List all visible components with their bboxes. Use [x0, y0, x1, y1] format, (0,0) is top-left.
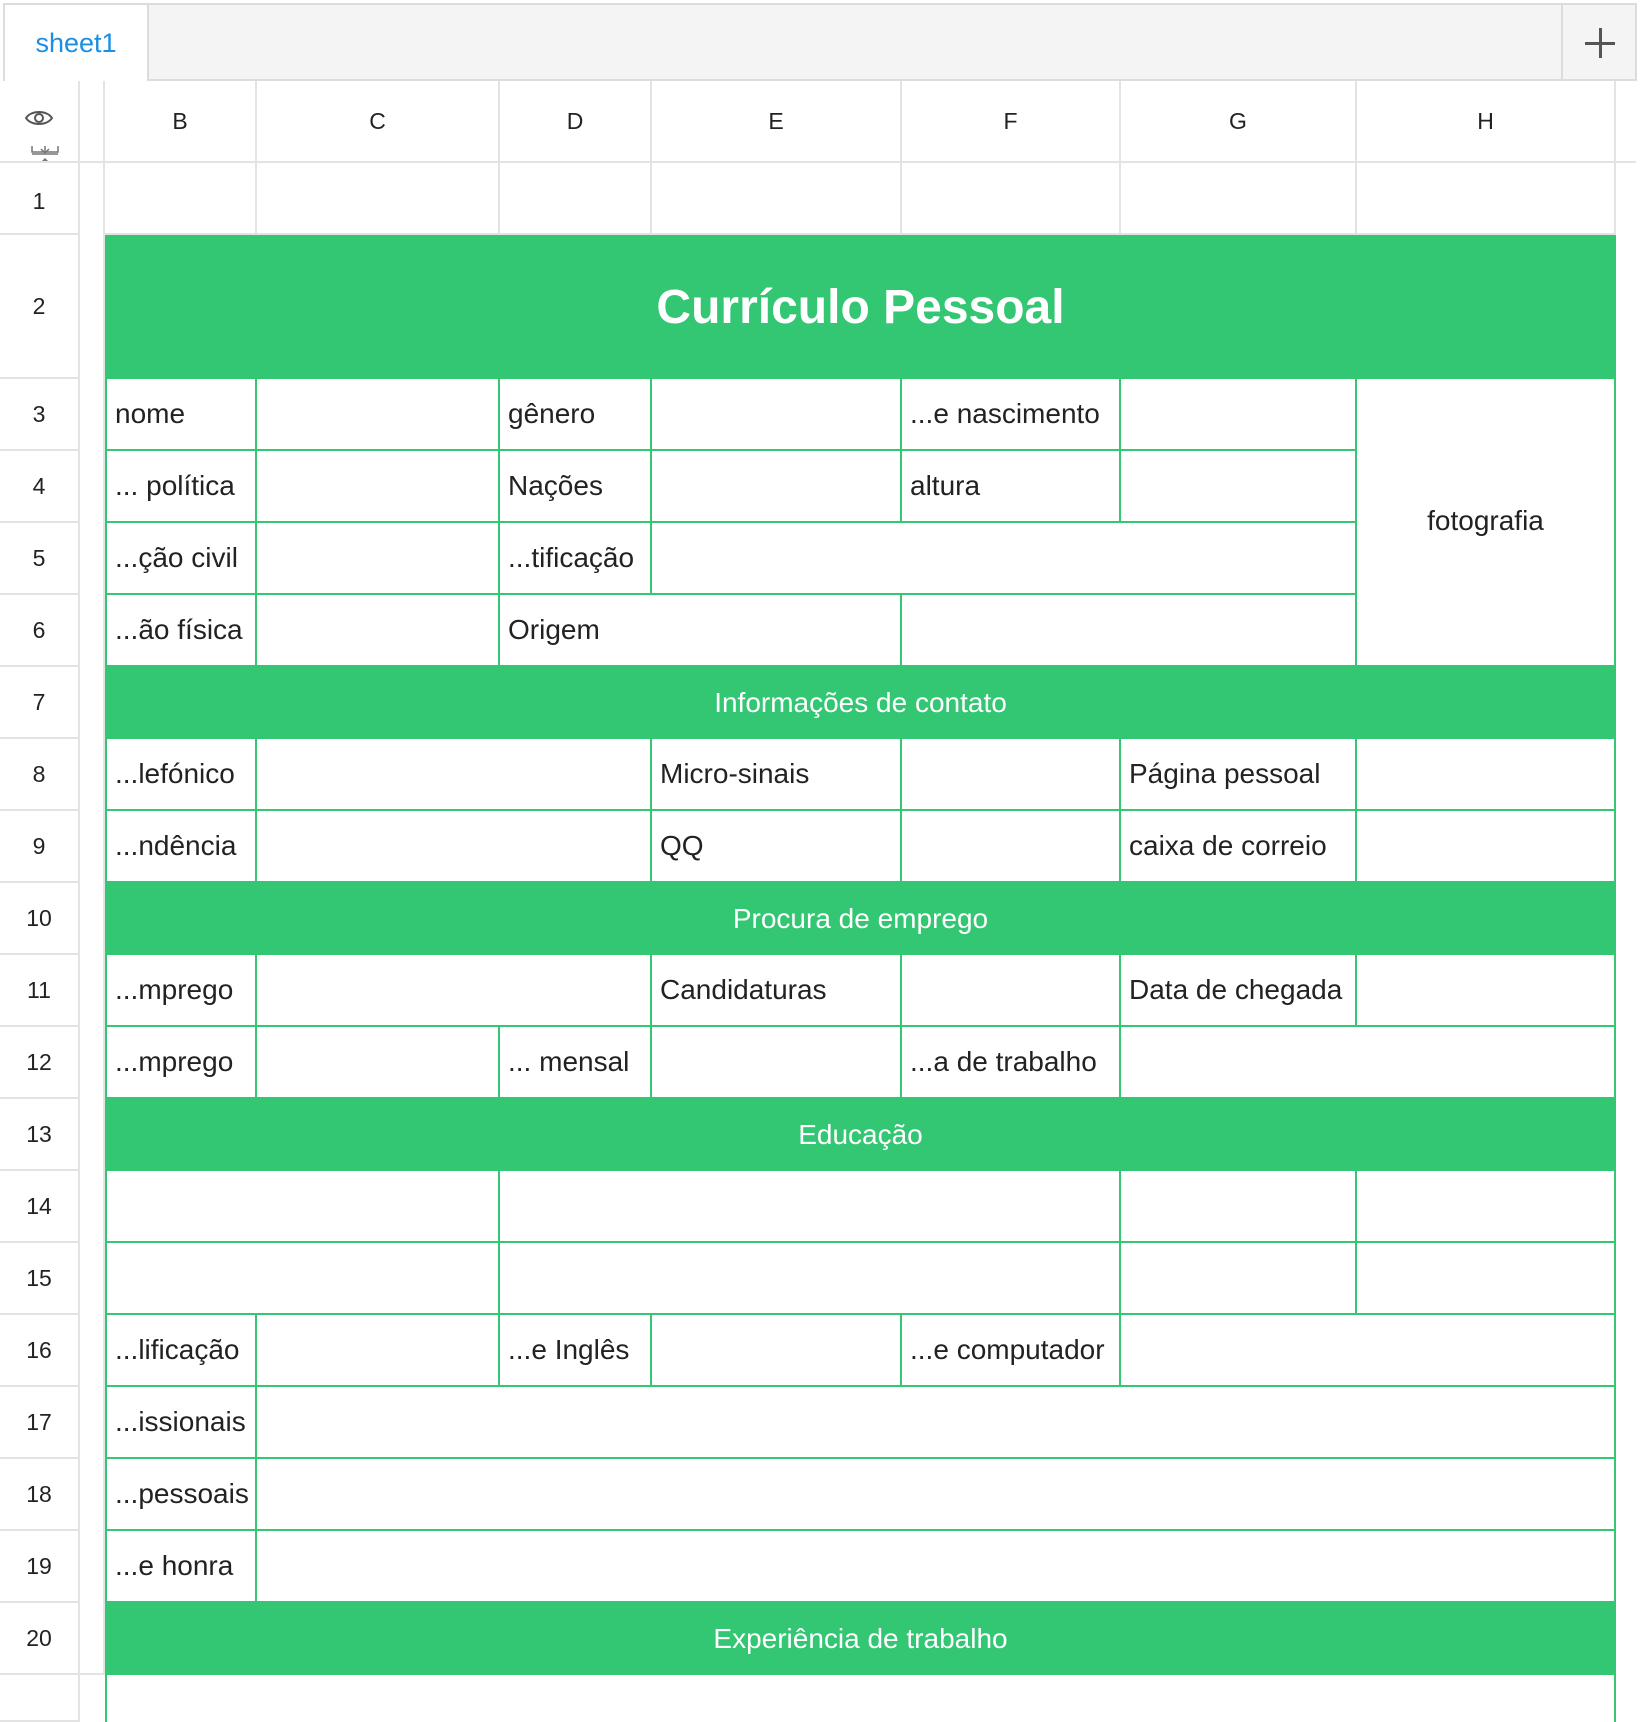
resume-title[interactable]: Currículo Pessoal [105, 235, 1616, 379]
cell-f3[interactable]: ...e nascimento [902, 379, 1121, 451]
row-header-3[interactable]: 3 [0, 379, 80, 451]
cell-e8[interactable]: Micro-sinais [652, 739, 902, 811]
cell-h15[interactable] [1357, 1243, 1616, 1315]
cell-c11[interactable] [257, 955, 652, 1027]
column-a-strip [80, 163, 105, 1675]
row-header-17[interactable]: 17 [0, 1387, 80, 1459]
freeze-rows-icon[interactable] [30, 144, 60, 163]
cell-f4[interactable]: altura [902, 451, 1121, 523]
cell-h14[interactable] [1357, 1171, 1616, 1243]
row-header-15[interactable]: 15 [0, 1243, 80, 1315]
sheet-tab-bar [3, 3, 1637, 81]
cell-e3[interactable] [652, 379, 902, 451]
cell-c5[interactable] [257, 523, 500, 595]
cell-d3[interactable]: gênero [500, 379, 652, 451]
cell-b8[interactable]: ...lefónico [105, 739, 257, 811]
cell-h8[interactable] [1357, 739, 1616, 811]
cell-f16[interactable]: ...e computador [902, 1315, 1121, 1387]
cell-b14[interactable] [105, 1171, 500, 1243]
cell-b5[interactable]: ...ção civil [105, 523, 257, 595]
cell-g16[interactable] [1121, 1315, 1616, 1387]
cell-g9[interactable]: caixa de correio [1121, 811, 1357, 883]
cell-b11[interactable]: ...mprego [105, 955, 257, 1027]
row-header-2[interactable]: 2 [0, 235, 80, 379]
cell-d5[interactable]: ...tificação [500, 523, 652, 595]
cell-b15[interactable] [105, 1243, 500, 1315]
cell-e12[interactable] [652, 1027, 902, 1099]
row-header-13[interactable]: 13 [0, 1099, 80, 1171]
cell-e11[interactable]: Candidaturas [652, 955, 902, 1027]
cell-f8[interactable] [902, 739, 1121, 811]
add-sheet-button[interactable] [1561, 5, 1635, 81]
cell-c3[interactable] [257, 379, 500, 451]
cell-g11[interactable]: Data de chegada [1121, 955, 1357, 1027]
sheet-tab-sheet1[interactable]: sheet1 [5, 5, 149, 81]
photo-cell[interactable]: fotografia [1357, 379, 1616, 667]
row-header-20[interactable]: 20 [0, 1603, 80, 1675]
cell-d12[interactable]: ... mensal [500, 1027, 652, 1099]
eye-icon[interactable] [24, 109, 54, 127]
cell-c16[interactable] [257, 1315, 500, 1387]
cell-d1[interactable] [500, 163, 652, 235]
cell-d6[interactable]: Origem [500, 595, 902, 667]
column-header-b[interactable]: B [105, 81, 257, 163]
row-header-11[interactable]: 11 [0, 955, 80, 1027]
cell-c8[interactable] [257, 739, 652, 811]
cell-d16[interactable]: ...e Inglês [500, 1315, 652, 1387]
cell-f1[interactable] [902, 163, 1121, 235]
cell-f9[interactable] [902, 811, 1121, 883]
cell-g8[interactable]: Página pessoal [1121, 739, 1357, 811]
cell-g12[interactable] [1121, 1027, 1616, 1099]
row-header-8[interactable]: 8 [0, 739, 80, 811]
cell-c17[interactable] [257, 1387, 1616, 1459]
column-header-c[interactable]: C [257, 81, 500, 163]
row-header-9[interactable]: 9 [0, 811, 80, 883]
cell-b16[interactable]: ...lificação [105, 1315, 257, 1387]
column-header-e[interactable]: E [652, 81, 902, 163]
experience-section-header[interactable]: Experiência de trabalho [105, 1603, 1616, 1675]
cell-g14[interactable] [1121, 1171, 1357, 1243]
cell-b4[interactable]: ... política [105, 451, 257, 523]
row-header-18[interactable]: 18 [0, 1459, 80, 1531]
column-header-d[interactable]: D [500, 81, 652, 163]
row-header-6[interactable]: 6 [0, 595, 80, 667]
cell-c18[interactable] [257, 1459, 1616, 1531]
cell-c19[interactable] [257, 1531, 1616, 1603]
row-header-19[interactable]: 19 [0, 1531, 80, 1603]
cell-b19[interactable]: ...e honra [105, 1531, 257, 1603]
cell-f12[interactable]: ...a de trabalho [902, 1027, 1121, 1099]
contact-section-header[interactable]: Informações de contato [105, 667, 1616, 739]
cell-b1[interactable] [105, 163, 257, 235]
cell-f6[interactable] [902, 595, 1357, 667]
cell-h1[interactable] [1357, 163, 1616, 235]
cell-g3[interactable] [1121, 379, 1357, 451]
cell-e1[interactable] [652, 163, 902, 235]
cell-e9[interactable]: QQ [652, 811, 902, 883]
grid-corner [0, 81, 80, 163]
row-header-4[interactable]: 4 [0, 451, 80, 523]
row-header-1[interactable]: 1 [0, 163, 80, 235]
cell-d15[interactable] [500, 1243, 1121, 1315]
row-header-21[interactable] [0, 1675, 80, 1722]
cell-b12[interactable]: ...mprego [105, 1027, 257, 1099]
cell-g1[interactable] [1121, 163, 1357, 235]
cell-h11[interactable] [1357, 955, 1616, 1027]
cell-e5[interactable] [652, 523, 1357, 595]
cell-b17[interactable]: ...issionais [105, 1387, 257, 1459]
row-header-14[interactable]: 14 [0, 1171, 80, 1243]
cell-b9[interactable]: ...ndência [105, 811, 257, 883]
row-header-10[interactable]: 10 [0, 883, 80, 955]
cell-c12[interactable] [257, 1027, 500, 1099]
experience-content-cell[interactable] [105, 1675, 1616, 1722]
column-header-a[interactable] [80, 81, 105, 163]
row-header-16[interactable]: 16 [0, 1315, 80, 1387]
education-section-header[interactable]: Educação [105, 1099, 1616, 1171]
column-header-g[interactable]: G [1121, 81, 1357, 163]
cell-e4[interactable] [652, 451, 902, 523]
cell-d14[interactable] [500, 1171, 1121, 1243]
row-header-5[interactable]: 5 [0, 523, 80, 595]
row-header-12[interactable]: 12 [0, 1027, 80, 1099]
cell-c6[interactable] [257, 595, 500, 667]
cell-d4[interactable]: Nações [500, 451, 652, 523]
cell-b3[interactable]: nome [105, 379, 257, 451]
job-section-header[interactable]: Procura de emprego [105, 883, 1616, 955]
cell-c9[interactable] [257, 811, 652, 883]
spreadsheet-grid [0, 81, 1636, 1722]
cell-e16[interactable] [652, 1315, 902, 1387]
cell-f11[interactable] [902, 955, 1121, 1027]
cell-b18[interactable]: ...pessoais [105, 1459, 257, 1531]
cell-c4[interactable] [257, 451, 500, 523]
row-header-7[interactable]: 7 [0, 667, 80, 739]
column-header-f[interactable]: F [902, 81, 1121, 163]
column-header-h[interactable]: H [1357, 81, 1616, 163]
cell-b6[interactable]: ...ão física [105, 595, 257, 667]
cell-g4[interactable] [1121, 451, 1357, 523]
cell-c1[interactable] [257, 163, 500, 235]
cell-h9[interactable] [1357, 811, 1616, 883]
cell-g15[interactable] [1121, 1243, 1357, 1315]
column-header-i[interactable] [1616, 81, 1636, 163]
